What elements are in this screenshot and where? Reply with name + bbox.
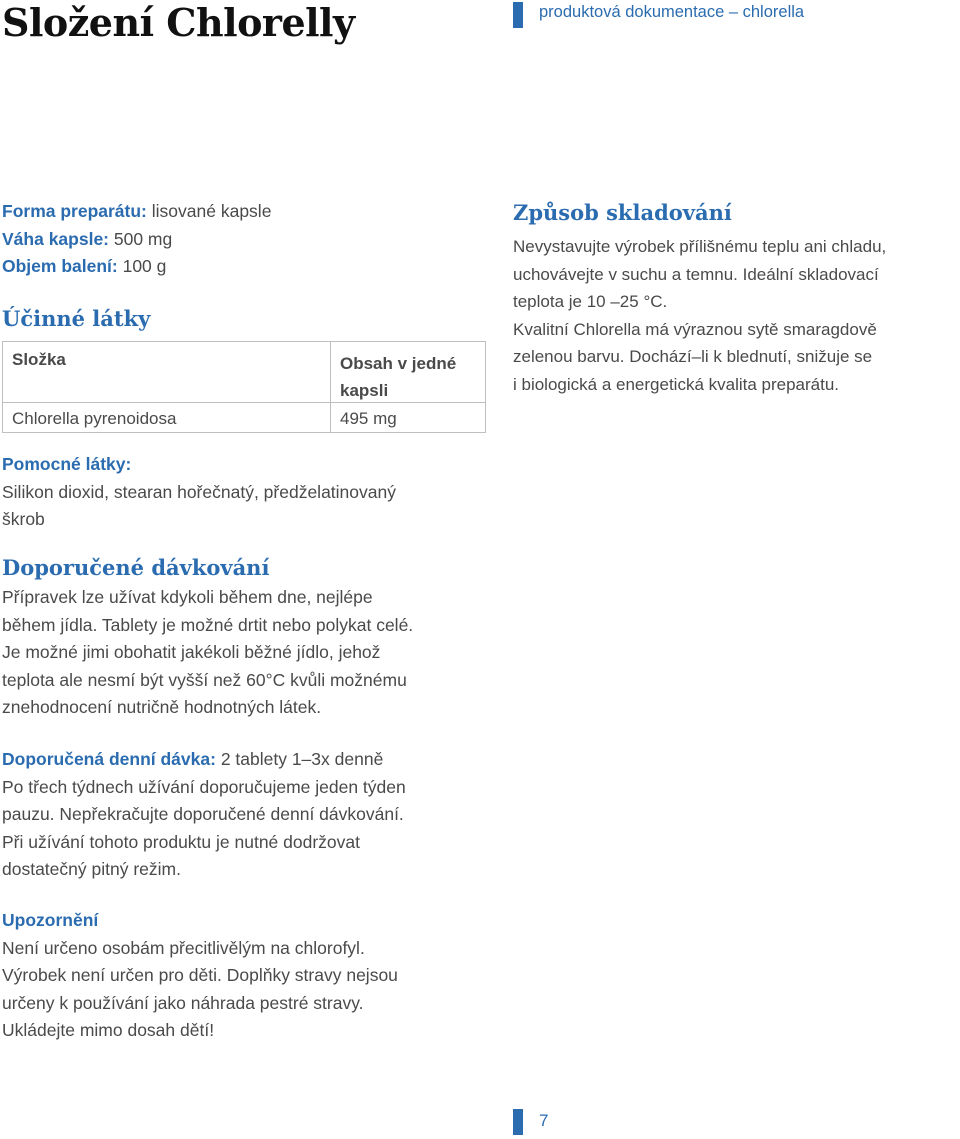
daily-dose-label: Doporučená denní dávka: — [2, 749, 216, 769]
storage-text — [513, 233, 886, 398]
weight-line — [2, 226, 271, 254]
daily-dose-line — [2, 746, 406, 774]
daily-line-1: Po třech týdnech užívání doporučujeme jeden týden — [2, 776, 406, 797]
storage-line-6: i biologická a energetická kvalita preparátu. — [513, 374, 840, 394]
excipients-line-2: škrob — [2, 509, 45, 529]
product-info — [2, 198, 271, 281]
daily-line-3: Při užívání tohoto produktu je nutné dodržovat — [2, 831, 361, 852]
table-header-amount-line1: Obsah v jedné — [340, 354, 457, 373]
storage-line-1: Nevystavujte výrobek přílišnému teplu ani chladu, — [513, 237, 887, 256]
ingredients-table — [2, 341, 486, 433]
dosage-line-2: během jídla. Tablety je možné drtit nebo polykat celé. — [2, 614, 414, 635]
daily-dose-section — [2, 746, 406, 884]
form-label: Forma preparátu: — [2, 201, 147, 221]
dosage-line-3: Je možné jimi obohatit jakékoli běžné jídlo, jehož — [2, 642, 381, 662]
excipients-label: Pomocné látky: — [2, 454, 132, 474]
table-header-amount — [340, 350, 456, 404]
warning-section — [2, 907, 398, 1045]
table-cell-ingredient-amount: 495 mg — [340, 409, 397, 428]
dosage-line-1: Přípravek lze užívat kdykoli během dne, nejlépe — [2, 587, 373, 607]
active-heading: Účinné látky — [2, 306, 151, 331]
excipients-line-1: Silikon dioxid, stearan hořečnatý, předželatinovaný — [2, 481, 396, 502]
storage-line-3: teplota je 10 –25 °C. — [513, 292, 668, 311]
storage-line-5: zelenou barvu. Dochází–li k blednutí, snižuje se — [513, 347, 873, 366]
breadcrumb: produktová dokumentace – chlorella — [539, 3, 805, 21]
volume-value: 100 g — [122, 256, 167, 276]
dosage-line-5: znehodnocení nutričně hodnotných látek. — [2, 697, 322, 717]
volume-label: Objem balení: — [2, 256, 118, 276]
form-value: lisované kapsle — [151, 201, 272, 221]
warning-line-2: Výrobek není určen pro děti. Doplňky stravy nejsou — [2, 965, 398, 985]
table-header-amount-line2: kapsli — [340, 381, 389, 400]
table-cell-ingredient-name: Chlorella pyrenoidosa — [12, 409, 177, 428]
warning-line-3: určeny k používání jako náhrada pestré stravy. — [2, 992, 364, 1013]
storage-line-2: uchovávejte v suchu a temnu. Ideální skladovací — [513, 264, 879, 284]
warning-line-4: Ukládejte mimo dosah dětí! — [2, 1020, 215, 1040]
table-column-divider — [330, 342, 331, 432]
warning-heading: Upozornění — [2, 910, 99, 930]
volume-line — [2, 253, 271, 281]
storage-line-4: Kvalitní Chlorella má výraznou sytě smaragdově — [513, 319, 877, 339]
daily-line-4: dostatečný pitný režim. — [2, 859, 181, 879]
table-header-ingredient: Složka — [12, 350, 66, 369]
weight-value: 500 mg — [113, 228, 173, 249]
warning-line-1: Není určeno osobám přecitlivělým na chlorofyl. — [2, 937, 365, 958]
excipients-section — [2, 451, 396, 534]
page-title: Složení Chlorelly — [2, 0, 355, 45]
weight-label: Váha kapsle: — [2, 228, 109, 249]
dosage-heading: Doporučené dávkování — [2, 555, 270, 580]
dosage-line-4: teplota ale nesmí být vyšší než 60°C kvůli možnému — [2, 669, 407, 690]
daily-dose-value: 2 tablety 1–3x denně — [220, 749, 384, 769]
dosage-text — [2, 584, 413, 722]
footer-accent-bar — [513, 1109, 523, 1135]
header-accent-bar — [513, 2, 523, 28]
form-line — [2, 198, 271, 226]
storage-heading: Způsob skladování — [513, 200, 732, 225]
daily-line-2: pauzu. Nepřekračujte doporučené denní dávkování. — [2, 804, 404, 824]
page-number: 7 — [539, 1111, 549, 1130]
